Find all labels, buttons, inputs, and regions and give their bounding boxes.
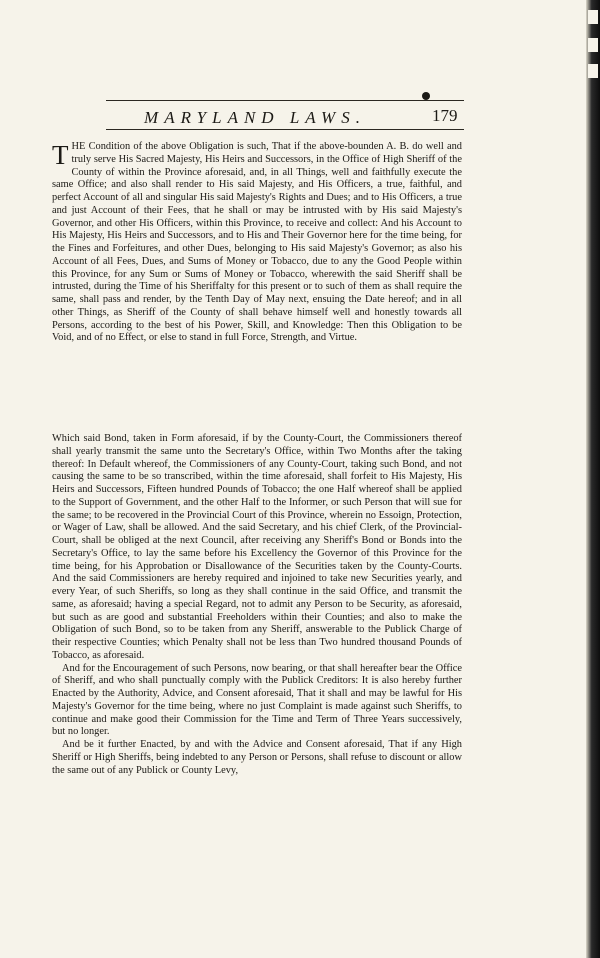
bond-condition-block	[52, 141, 462, 345]
page-number: 179	[432, 106, 458, 125]
paragraph-sheriff-debts: And be it further Enacted, by and with the Advice and Consent aforesaid, That if any High Sheriff or High Sheriffs, being indebted to any Person or Persons, shall refuse to discount or allow the same out of any Publick or County Levy,	[52, 739, 462, 776]
paragraph-encouragement: And for the Encouragement of such Persons, now bearing, or that shall hereafter bear the Office of Sheriff, and who shall punctually comply with the Publick Creditors: It is also hereby further Enacted by the Authority, Advice, and Consent aforesaid, That it shall and may be lawful for His Majesty's Governor for the time being, where no just Complaint is made against such Sheriffs, to continue and make good their Commission for the Time and Term of Three Years successively, but no longer.	[52, 662, 462, 738]
scan-edge-notch	[588, 64, 598, 78]
header-rule	[106, 100, 464, 101]
bond-condition-text: HE Condition of the above Obligation is such, That if the above-bounden A. B. do well and truly serve His Sacred Majesty, His Heirs and Successors, in the Office of High Sheriff of the County of within the Province aforesaid, and, in all Things, well and faithfully execute the same Office; and also shall render to His said Majesty, and His Officers, a true, faithful, and perfect Account of all and singular His said Majesty's Rights and Dues; and to His Officers, a true and just Account of their Fees, that he shall or may be intrusted with by His said Majesty's Governor, and other His Officers, within this Province, to receive and collect: And his Account to His Majesty, His Heirs and Successors, and to His and Their Governor here for the time being, for the Fines and Forfeitures, and other Dues, belonging to His said Majesty's Governor; as also his Account of all Fees, Dues, and Sums of Money or Tobacco, due to any the Good People within this Province, for any Sum or Sums of Money or Tobacco, wherewith the said Sheriff shall be intrusted, during the Time of his Sheriffalty for this present or to such of them as shall require the same, shall pass and render, by the Tenth Day of May next, ensuing the Date hereof; and in all other Things, as Sheriff of the County of shall behave himself well and honestly towards all Persons, according to the best of his Power, Skill, and Knowledge: Then this Obligation to be Void, and of no Effect, or else to stand in full Force, Strength, and Virtue.	[52, 141, 462, 344]
bond-condition-paragraph	[52, 141, 462, 345]
running-head: MARYLAND LAWS.	[144, 108, 366, 127]
scan-edge-notch	[588, 10, 598, 24]
drop-cap: T	[52, 140, 69, 170]
running-head-rule	[106, 129, 464, 130]
scan-edge	[586, 0, 600, 958]
act-text-block	[52, 432, 462, 777]
ink-blot	[422, 92, 430, 100]
paragraph-bond-transmission: Which said Bond, taken in Form aforesaid, if by the County-Court, the Commissioners thereof shall yearly transmit the same unto the Secretary's Office, within Two Months after the taking thereof: In Default whereof, the Commissioners of any County-Court, taking such Bond, and not causing the same to be so transcribed, within the time aforesaid, shall forfeit to His Majesty, His Heirs and Successors, Fifteen hundred Pounds of Tobacco; the one Half whereof shall be applied to the Support of Government, and the other Half to the Informer, or such Person that will sue for the same; to be recovered in the Provincial Court of this Province, wherein no Essoign, Protection, or Wager of Law, shall be allowed. And the said Secretary, and his chief Clerk, of the Provincial-Court, shall be obliged at the next Council, after receiving any Sheriff's Bond or Bonds into the Secretary's Office, to lay the same before his Excellency the Governor of this Province for the time being, for his Approbation or Disallowance of the Securities taken by the County-Courts. And the said Commissioners are hereby required and injoined to take new Securities yearly, and every Year, of such Sheriffs, so long as they shall continue in the said Office, and transmit the same, as aforesaid; having a special Regard, not to admit any Person to be Security, as aforesaid, but such as are good and substantial Freeholders within their Counties; and also to make the Obligation of such Bond, so to be taken from any Sheriff, answerable to the Publick Charge of their respective Counties; which Penalty shall not be less than Two hundred thousand Pounds of Tobacco, as aforesaid.	[52, 433, 462, 661]
scan-edge-notch	[588, 38, 598, 52]
